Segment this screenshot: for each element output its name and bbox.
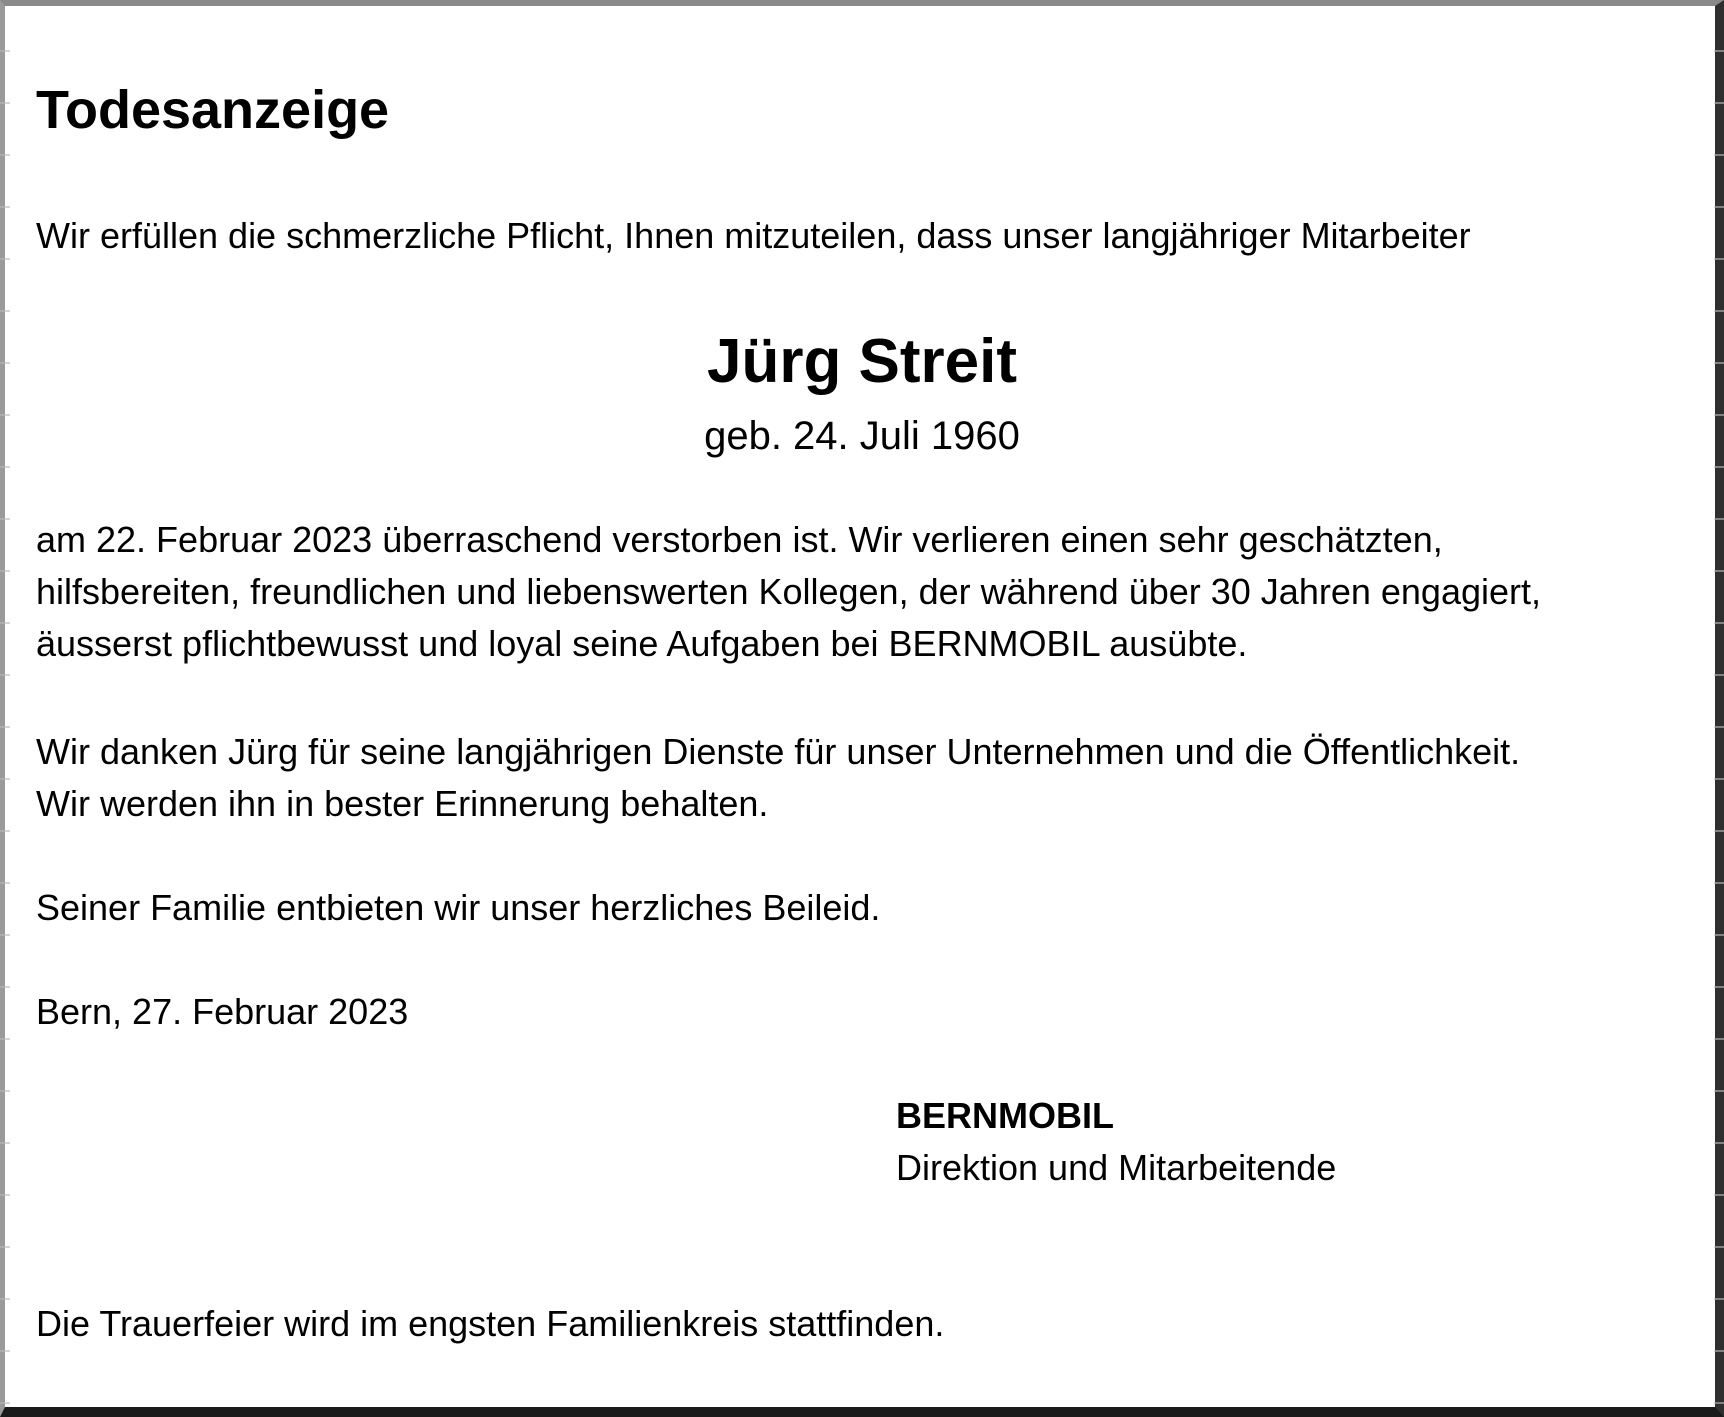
birth-date: geb. 24. Juli 1960 — [704, 414, 1020, 458]
place-and-date: Bern, 27. Februar 2023 — [36, 991, 409, 1032]
paragraph-line: Wir danken Jürg für seine langjährigen Dienste für unser Unternehmen und die Öffentlichkeit. — [36, 731, 1521, 772]
right-edge-gridlines — [1714, 0, 1724, 1417]
paragraph-line: Wir werden ihn in bester Erinnerung behalten. — [36, 783, 769, 824]
notice-heading: Todesanzeige — [36, 80, 390, 140]
paragraph-line: äusserst pflichtbewusst und loyal seine Aufgaben bei BERNMOBIL ausübte. — [36, 623, 1248, 664]
paragraph-line: am 22. Februar 2023 überraschend verstorben ist. Wir verlieren einen sehr geschätzten, — [36, 519, 1443, 560]
paragraph-condolences: Seiner Familie entbieten wir unser herzliches Beileid. — [36, 887, 881, 928]
ceremony-note: Die Trauerfeier wird im engsten Familienkreis stattfinden. — [36, 1303, 945, 1344]
deceased-name: Jürg Streit — [706, 327, 1018, 396]
left-edge-gridlines — [0, 0, 10, 1417]
signature-subline: Direktion und Mitarbeitende — [896, 1147, 1337, 1188]
signature-organization: BERNMOBIL — [896, 1095, 1114, 1136]
intro-text: Wir erfüllen die schmerzliche Pflicht, Ihnen mitzuteilen, dass unser langjähriger Mitarbeiter — [36, 215, 1471, 256]
paragraph-line: hilfsbereiten, freundlichen und liebenswerten Kollegen, der während über 30 Jahren engagiert, — [36, 571, 1542, 612]
paragraph-thanks — [36, 726, 1520, 830]
paragraph-death-announcement — [36, 514, 1541, 670]
